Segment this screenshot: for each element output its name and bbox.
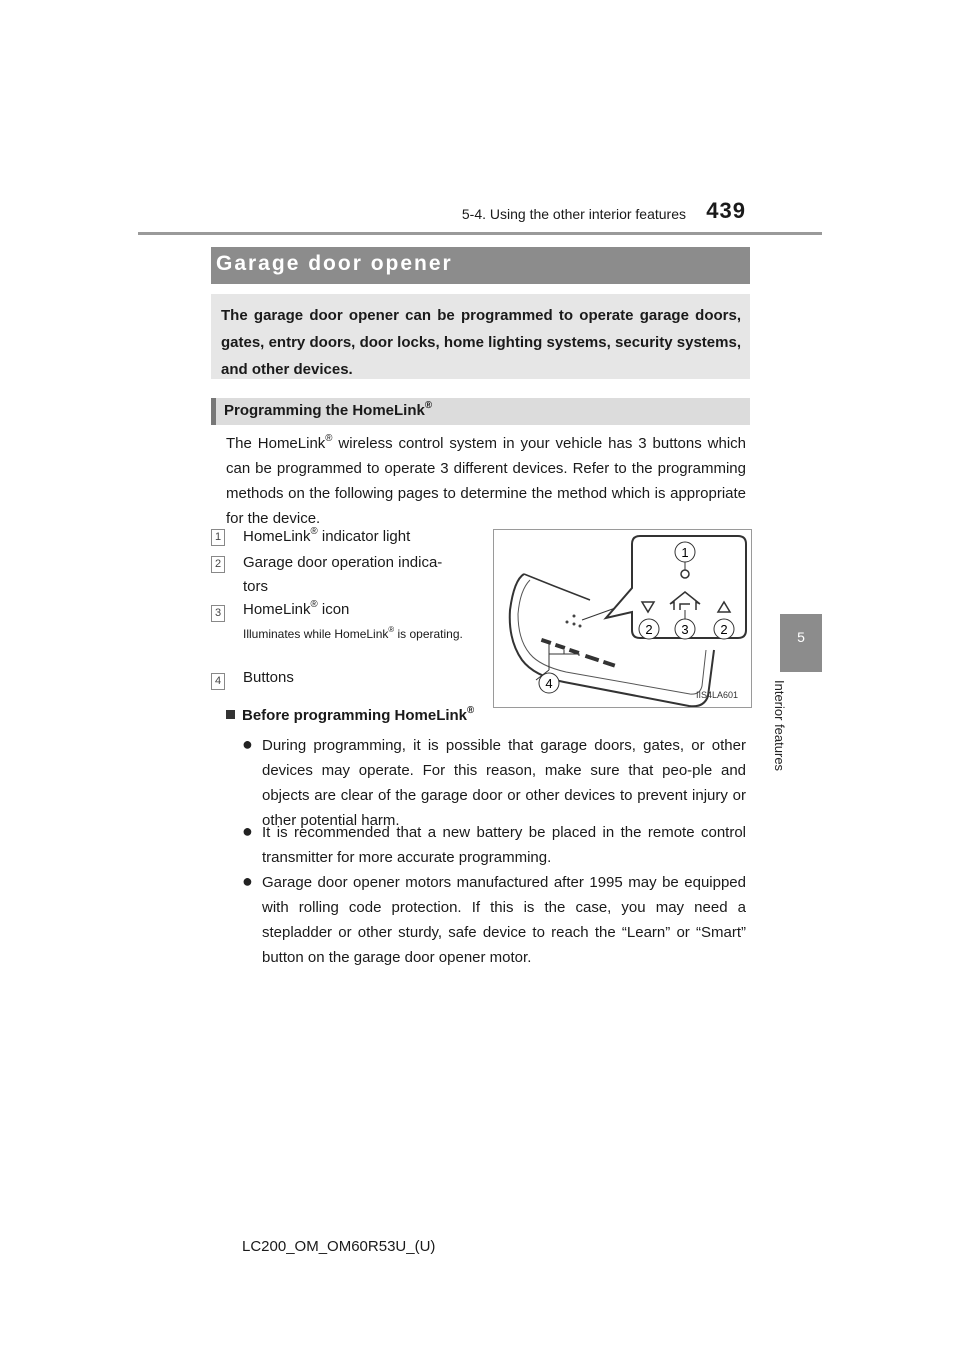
- item-number-2: 2: [211, 556, 225, 573]
- chapter-number: 5: [797, 629, 805, 645]
- before-programming-heading: [226, 707, 474, 724]
- registered-mark: ®: [325, 433, 333, 445]
- item-text: HomeLink: [243, 601, 311, 618]
- item-buttons: Buttons: [243, 669, 294, 686]
- bullet-text: During programming, it is possible that garage doors, gates, or other devices may operate. For this reason, make sure that peo-ple and objects are clear of the garage door or other devices to prevent injury or other potential harm.: [262, 737, 746, 829]
- callout-4-label: 4: [545, 676, 553, 691]
- callout-3-label: 3: [681, 622, 689, 637]
- section-title: Garage door opener: [216, 252, 453, 275]
- heading-text: Before programming HomeLink: [242, 707, 468, 724]
- bullet-dot-icon: ●: [242, 734, 253, 754]
- page-number: 439: [706, 198, 746, 223]
- callout-2a: [639, 619, 659, 639]
- registered-mark: ®: [310, 526, 318, 538]
- callout-3: [675, 619, 695, 639]
- mirror-illustration: [494, 530, 751, 707]
- indicator-light: [681, 570, 689, 578]
- paragraph-text: wireless control system in your vehicle has 3 buttons which can be programmed to operate 3 different devices. Refer to the programming methods on the following pages to determine the method which is appropriate for the device.: [226, 435, 746, 527]
- bullet-dot-icon: ●: [242, 871, 253, 891]
- registered-mark: ®: [424, 400, 433, 412]
- running-header: 5-4. Using the other interior features: [461, 206, 686, 222]
- note-text: Illuminates while HomeLink: [243, 627, 389, 641]
- callout-4: [539, 673, 559, 693]
- note-text: is operating.: [394, 627, 463, 641]
- registered-mark: ®: [467, 705, 475, 717]
- callout-2b: [714, 619, 734, 639]
- item-text: icon: [317, 601, 350, 618]
- item-note: [243, 627, 465, 642]
- item-text: indicator light: [317, 528, 411, 545]
- document-code-footer: LC200_OM_OM60R53U_(U): [242, 1238, 436, 1255]
- intro-paragraph: [226, 431, 746, 531]
- bullet-text: Garage door opener motors manufactured after 1995 may be equipped with rolling code protection. If this is the case, you may need a stepladder or other sturdy, safe device to reach the “Learn” or “Smart” button on the garage door opener motor.: [262, 874, 746, 966]
- item-text: HomeLink: [243, 528, 311, 545]
- registered-mark: ®: [310, 599, 318, 611]
- subsection-title-text: Programming the HomeLink: [224, 402, 425, 419]
- chapter-label: [768, 680, 796, 786]
- bullet-text: It is recommended that a new battery be placed in the remote control transmitter for more accurate programming.: [262, 824, 746, 866]
- callout-2b-label: 2: [720, 622, 728, 637]
- mirror-figure: [493, 529, 752, 708]
- buttons-leader: [536, 642, 579, 680]
- header-rule: [138, 232, 822, 235]
- paragraph-text: The HomeLink: [226, 435, 326, 452]
- callout-1-label: 1: [681, 545, 689, 560]
- subsection-accent: [211, 398, 216, 425]
- chapter-label-text: Interior features: [772, 680, 787, 772]
- item-operation-indicators: Garage door operation indica-tors: [243, 554, 443, 595]
- item-number-4: 4: [211, 673, 225, 690]
- square-bullet-icon: [226, 710, 235, 719]
- item-indicator-light: [243, 525, 410, 549]
- mirror-top: [524, 574, 590, 600]
- buttons-strip: [541, 638, 616, 668]
- mirror-indicators: [566, 615, 582, 628]
- callout-2a-label: 2: [645, 622, 653, 637]
- intro-text: The garage door opener can be programmed to operate garage doors, gates, entry doors, door locks, home lighting systems, security systems, and other devices.: [221, 307, 741, 378]
- subsection-title: [224, 402, 432, 419]
- registered-mark: ®: [388, 625, 395, 635]
- item-number-3: 3: [211, 605, 225, 622]
- item-number-1: 1: [211, 529, 225, 546]
- item-homelink-icon: [243, 598, 349, 622]
- callout-1: [675, 542, 695, 562]
- bullet-dot-icon: ●: [242, 821, 253, 841]
- figure-code: IIS4LA601: [696, 690, 739, 700]
